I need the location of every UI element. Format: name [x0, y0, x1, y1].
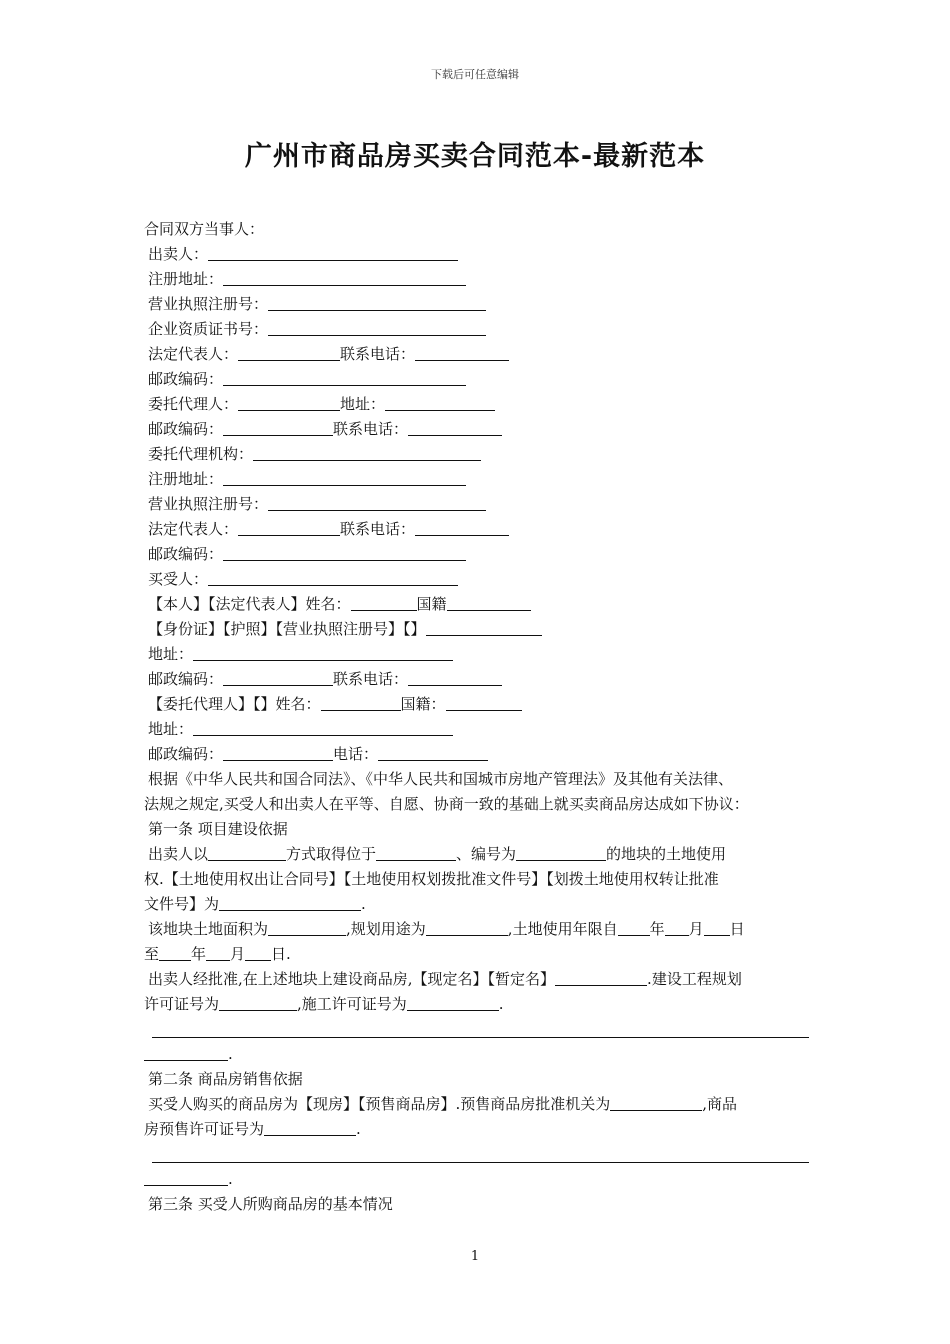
phone-label: 电话： [333, 745, 379, 763]
end-month-blank[interactable] [206, 944, 230, 961]
seller-license-row [144, 292, 809, 317]
text: 文件号】为 [144, 895, 220, 913]
buyer-agent-postcode-row [144, 742, 809, 767]
text: . [361, 895, 366, 913]
text: 至 [144, 945, 160, 963]
postcode-blank[interactable] [223, 419, 333, 436]
buyer-label: 买受人： [148, 570, 209, 588]
text: ,商品 [702, 1095, 738, 1113]
phone-blank[interactable] [408, 669, 502, 686]
nationality-label: 国籍： [400, 695, 446, 713]
planned-use-blank[interactable] [426, 919, 508, 936]
fill-in-rule[interactable] [144, 1142, 809, 1167]
article-1-heading: 第一条 项目建设依据 [148, 820, 288, 838]
legal-rep-label: 法定代表人： [148, 345, 239, 363]
phone-label: 联系电话： [340, 520, 416, 538]
contract-body [144, 217, 809, 1217]
text: ,规划用途为 [346, 920, 426, 938]
preamble-line-1: 根据《中华人民共和国合同法》、《中华人民共和国城市房地产管理法》及其他有关法律、 [148, 770, 734, 788]
text: 、编号为 [456, 845, 517, 863]
phone-blank[interactable] [378, 744, 488, 761]
agency-legal-rep-row [144, 517, 809, 542]
text: . [498, 995, 504, 1013]
contract-number-blank[interactable] [219, 894, 361, 911]
text: 日 [729, 920, 745, 938]
agency-row [144, 442, 809, 467]
article-1-para-3-line-2 [144, 992, 809, 1017]
id-type-label: 【身份证】【护照】【营业执照注册号】【】 [148, 620, 426, 638]
agency-reg-address-row [144, 467, 809, 492]
text: ,土地使用年限自 [507, 920, 618, 938]
buyer-row [144, 567, 809, 592]
qualification-blank[interactable] [268, 319, 486, 336]
text: 年 [191, 945, 207, 963]
postcode-label: 邮政编码： [148, 370, 224, 388]
start-day-blank[interactable] [704, 919, 730, 936]
license-no-blank[interactable] [268, 294, 486, 311]
seller-agent-postcode-row [144, 417, 809, 442]
presale-permit-blank[interactable] [264, 1119, 356, 1136]
postcode-blank[interactable] [223, 369, 466, 386]
agent-blank[interactable] [238, 394, 340, 411]
plot-number-blank[interactable] [516, 844, 606, 861]
postcode-blank[interactable] [223, 744, 333, 761]
buyer-agent-row [144, 692, 809, 717]
license-no-label: 营业执照注册号： [148, 295, 269, 313]
fill-in-blank[interactable] [144, 1169, 228, 1186]
acquisition-method-blank[interactable] [208, 844, 286, 861]
address-blank[interactable] [193, 644, 453, 661]
postcode-label: 邮政编码： [148, 420, 224, 438]
address-blank[interactable] [193, 719, 453, 736]
land-area-blank[interactable] [268, 919, 346, 936]
agency-license-row [144, 492, 809, 517]
header-note: 下载后可任意编辑 [431, 68, 519, 81]
postcode-label: 邮政编码： [148, 545, 224, 563]
phone-label: 联系电话： [340, 345, 416, 363]
text: 买受人购买的商品房为【现房】【预售商品房】.预售商品房批准机关为 [148, 1095, 611, 1113]
legal-rep-label: 法定代表人： [148, 520, 239, 538]
reg-address-label: 注册地址： [148, 270, 224, 288]
text: . [356, 1120, 361, 1138]
preamble-line-2: 法规之规定,买受人和出卖人在平等、自愿、协商一致的基础上就买卖商品房达成如下协议： [144, 795, 749, 813]
address-blank[interactable] [385, 394, 495, 411]
text: . [228, 1170, 233, 1188]
agent-identity-label: 【委托代理人】【】姓名： [148, 695, 321, 713]
planning-permit-blank[interactable] [219, 994, 297, 1011]
article-2-heading: 第二条 商品房销售依据 [148, 1070, 303, 1088]
buyer-postcode-row [144, 667, 809, 692]
seller-legal-rep-row [144, 342, 809, 367]
license-no-label: 营业执照注册号： [148, 495, 269, 513]
parties-intro: 合同双方当事人： [144, 220, 265, 238]
seller-label: 出卖人： [148, 245, 209, 263]
text: 该地块土地面积为 [148, 920, 269, 938]
text: ,施工许可证号为 [297, 995, 407, 1013]
seller-row [144, 242, 809, 267]
nationality-blank[interactable] [446, 694, 522, 711]
text: 月 [688, 920, 704, 938]
license-no-blank[interactable] [268, 494, 486, 511]
buyer-address-row [144, 642, 809, 667]
fill-in-rule-end [144, 1167, 809, 1192]
article-1-para-2 [144, 917, 809, 942]
agency-blank[interactable] [253, 444, 481, 461]
text: 房预售许可证号为 [144, 1120, 265, 1138]
legal-rep-blank[interactable] [238, 519, 340, 536]
article-1-para-1 [144, 842, 809, 867]
start-year-blank[interactable] [618, 919, 650, 936]
postcode-label: 邮政编码： [148, 745, 224, 763]
buyer-blank[interactable] [208, 569, 458, 586]
phone-blank[interactable] [415, 519, 509, 536]
name-blank[interactable] [351, 594, 417, 611]
end-year-blank[interactable] [159, 944, 191, 961]
identity-label: 【本人】【法定代表人】姓名： [148, 595, 351, 613]
approval-authority-blank[interactable] [610, 1094, 702, 1111]
text: 的地块的土地使用 [606, 845, 727, 863]
text: 出卖人以 [148, 845, 209, 863]
fill-in-blank[interactable] [144, 1044, 228, 1061]
address-label: 地址： [148, 645, 194, 663]
seller-postcode-row [144, 367, 809, 392]
reg-address-label: 注册地址： [148, 470, 224, 488]
seller-qualification-row [144, 317, 809, 342]
fill-in-rule[interactable] [144, 1017, 809, 1042]
agent-label: 委托代理人： [148, 395, 239, 413]
article-2-para-1-line-2 [144, 1117, 809, 1142]
article-1-para-1-line-3 [144, 892, 809, 917]
seller-blank[interactable] [208, 244, 458, 261]
postcode-label: 邮政编码： [148, 670, 224, 688]
buyer-id-type-row [144, 617, 809, 642]
text: .建设工程规划 [647, 970, 742, 988]
phone-label: 联系电话： [333, 420, 409, 438]
reg-address-blank[interactable] [223, 269, 466, 286]
seller-reg-address-row [144, 267, 809, 292]
nationality-label: 国籍 [416, 595, 447, 613]
qualification-label: 企业资质证书号： [148, 320, 269, 338]
document-title: 广州市商品房买卖合同范本-最新范本 [244, 141, 706, 172]
agency-label: 委托代理机构： [148, 445, 254, 463]
phone-blank[interactable] [415, 344, 509, 361]
text: 年 [649, 920, 665, 938]
construction-permit-blank[interactable] [407, 994, 499, 1011]
text: 月 [230, 945, 246, 963]
article-2-para-1 [144, 1092, 809, 1117]
fill-in-rule-end [144, 1042, 809, 1067]
legal-rep-blank[interactable] [238, 344, 340, 361]
text: 许可证号为 [144, 995, 220, 1013]
address-label: 地址： [340, 395, 386, 413]
article-1-para-2-line-2 [144, 942, 809, 967]
start-month-blank[interactable] [665, 919, 689, 936]
article-1-para-1-line-2: 权.【土地使用权出让合同号】【土地使用权划拨批准文件号】【划拨土地使用权转让批准 [144, 870, 719, 888]
location-blank[interactable] [376, 844, 456, 861]
address-label: 地址： [148, 720, 194, 738]
postcode-blank[interactable] [223, 544, 466, 561]
page-number: 1 [470, 1249, 480, 1264]
postcode-blank[interactable] [223, 669, 333, 686]
text: 日. [271, 945, 291, 963]
nationality-blank[interactable] [447, 594, 531, 611]
project-name-blank[interactable] [555, 969, 647, 986]
end-day-blank[interactable] [245, 944, 271, 961]
agency-postcode-row [144, 542, 809, 567]
seller-agent-row [144, 392, 809, 417]
reg-address-blank[interactable] [223, 469, 466, 486]
text: . [228, 1045, 233, 1063]
text: 方式取得位于 [286, 845, 377, 863]
article-1-para-3 [144, 967, 809, 992]
text: 出卖人经批准,在上述地块上建设商品房,【现定名】【暂定名】 [148, 970, 556, 988]
article-3-heading: 第三条 买受人所购商品房的基本情况 [148, 1195, 393, 1213]
id-number-blank[interactable] [426, 619, 542, 636]
phone-label: 联系电话： [333, 670, 409, 688]
agent-name-blank[interactable] [321, 694, 401, 711]
phone-blank[interactable] [408, 419, 502, 436]
buyer-identity-row [144, 592, 809, 617]
buyer-agent-address-row [144, 717, 809, 742]
